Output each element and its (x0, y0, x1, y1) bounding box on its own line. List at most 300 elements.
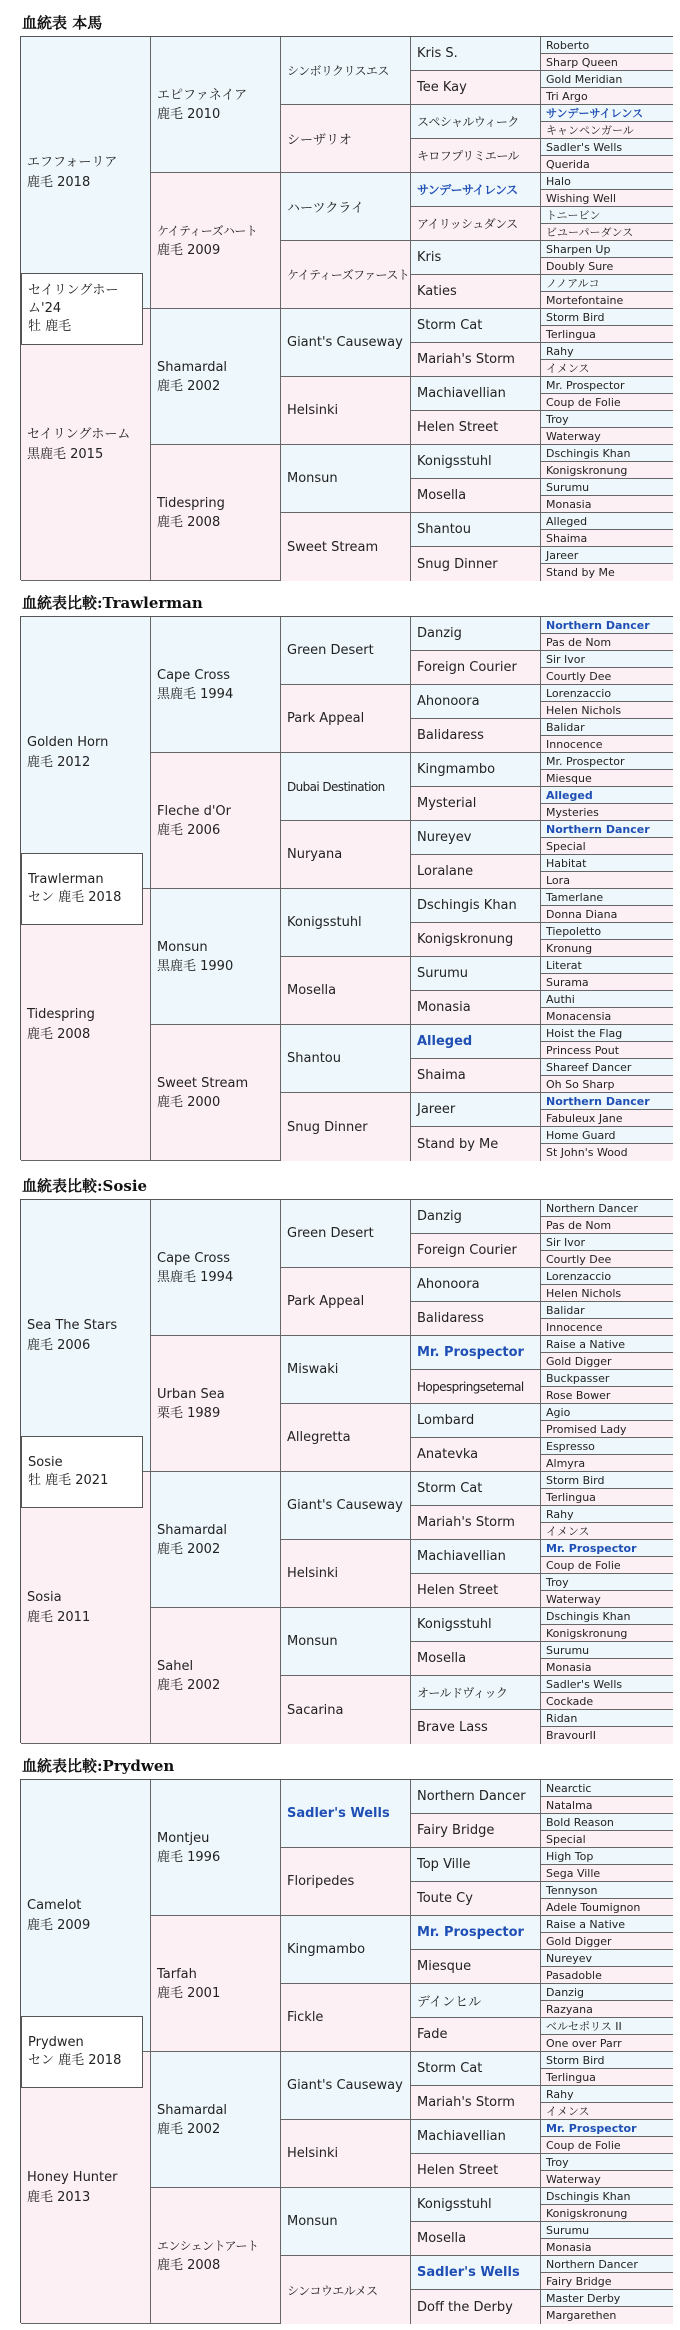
ancestor-name: Literat (546, 958, 582, 972)
ancestor-name: Tennyson (546, 1883, 598, 1897)
ancestor-name: Konigsstuhl (417, 2197, 492, 2212)
gen5-ancestor[interactable] (541, 258, 673, 275)
gen5-ancestor[interactable] (541, 105, 673, 122)
gen4-ancestor[interactable] (411, 855, 541, 889)
gen2-ancestor[interactable] (151, 889, 281, 1025)
gen4-ancestor[interactable] (411, 37, 541, 71)
gen3-ancestor[interactable] (281, 1676, 411, 1744)
gen5-ancestor[interactable] (541, 1008, 673, 1025)
gen5-ancestor[interactable] (541, 1608, 673, 1625)
gen5-ancestor[interactable] (541, 1489, 673, 1506)
gen4-ancestor[interactable] (411, 889, 541, 923)
gen5-ancestor[interactable] (541, 1387, 673, 1404)
gen5-ancestor[interactable] (541, 1814, 673, 1831)
gen5-ancestor[interactable] (541, 957, 673, 974)
ancestor-name: Shamardal (157, 1522, 228, 1538)
gen5-ancestor[interactable] (541, 1625, 673, 1642)
gen5-ancestor[interactable] (541, 479, 673, 496)
gen4-ancestor[interactable] (411, 617, 541, 651)
ancestor-name: Helen Street (417, 1583, 499, 1598)
sire-cell[interactable] (21, 1780, 151, 2052)
ancestor-name: Shamardal (157, 359, 228, 375)
gen3-ancestor[interactable] (281, 1540, 411, 1608)
gen5-ancestor[interactable] (541, 2307, 673, 2324)
gen4-ancestor[interactable] (411, 139, 541, 173)
gen5-ancestor[interactable] (541, 1950, 673, 1967)
gen3-ancestor[interactable] (281, 309, 411, 377)
gen4-ancestor[interactable] (411, 1848, 541, 1882)
gen5-ancestor[interactable] (541, 411, 673, 428)
gen5-ancestor[interactable] (541, 2188, 673, 2205)
gen5-ancestor[interactable] (541, 377, 673, 394)
ancestor-name: Mortefontaine (546, 293, 624, 307)
gen5-ancestor[interactable] (541, 991, 673, 1008)
gen4-ancestor[interactable] (411, 1234, 541, 1268)
ancestor-name: Fickle (287, 2010, 324, 2025)
ancestor-name: Helsinki (287, 1566, 339, 1581)
sire-cell[interactable] (21, 1200, 151, 1472)
gen2-ancestor[interactable] (151, 2188, 281, 2324)
gen5-ancestor[interactable] (541, 787, 673, 804)
gen4-ancestor[interactable] (411, 1950, 541, 1984)
gen4-ancestor[interactable] (411, 2290, 541, 2324)
gen5-ancestor[interactable] (541, 37, 673, 54)
gen4-ancestor[interactable] (411, 1404, 541, 1438)
gen5-ancestor[interactable] (541, 838, 673, 855)
gen3-ancestor[interactable] (281, 513, 411, 581)
gen5-ancestor[interactable] (541, 1984, 673, 2001)
gen5-ancestor[interactable] (541, 1200, 673, 1217)
gen4-ancestor[interactable] (411, 1370, 541, 1404)
gen3-ancestor[interactable] (281, 241, 411, 309)
gen2-ancestor[interactable] (151, 309, 281, 445)
gen5-ancestor[interactable] (541, 2120, 673, 2137)
ancestor-name: Urban Sea (157, 1386, 225, 1402)
ancestor-name: Stand by Me (546, 566, 615, 579)
ancestor-info: 鹿毛 2008 (157, 514, 221, 530)
gen5-ancestor[interactable] (541, 651, 673, 668)
gen5-ancestor[interactable] (541, 1336, 673, 1353)
ancestor-name: Machiavellian (417, 2129, 506, 2144)
gen5-ancestor[interactable] (541, 2086, 673, 2103)
gen5-ancestor[interactable] (541, 1557, 673, 1574)
ancestor-name: Tri Argo (546, 89, 588, 103)
gen5-ancestor[interactable] (541, 719, 673, 736)
ancestor-name: Sweet Stream (157, 1075, 249, 1091)
ancestor-name: Lombard (417, 1413, 475, 1428)
ancestor-name: Courtly Dee (546, 1252, 612, 1266)
ancestor-name: Loralane (417, 864, 474, 879)
gen3-ancestor[interactable] (281, 2188, 411, 2256)
gen5-ancestor[interactable] (541, 2239, 673, 2256)
gen4-ancestor[interactable] (411, 1540, 541, 1574)
gen5-ancestor[interactable] (541, 496, 673, 513)
gen3-ancestor[interactable] (281, 821, 411, 889)
gen5-ancestor[interactable] (541, 2171, 673, 2188)
gen5-ancestor[interactable] (541, 923, 673, 940)
ancestor-name: Margarethen (546, 2309, 617, 2322)
ancestor-name: Adele Toumignon (546, 1900, 641, 1914)
gen3-ancestor[interactable] (281, 105, 411, 173)
gen5-ancestor[interactable] (541, 1302, 673, 1319)
gen3-ancestor[interactable] (281, 2256, 411, 2324)
gen3-ancestor[interactable] (281, 1025, 411, 1093)
gen4-ancestor[interactable] (411, 651, 541, 685)
gen5-ancestor[interactable] (541, 2256, 673, 2273)
gen4-ancestor[interactable] (411, 1882, 541, 1916)
gen5-ancestor[interactable] (541, 1693, 673, 1710)
gen3-ancestor[interactable] (281, 445, 411, 513)
gen3-ancestor[interactable] (281, 1848, 411, 1916)
gen5-ancestor[interactable] (541, 2205, 673, 2222)
subject-name: セイリングホーム'24 (28, 283, 119, 316)
ancestor-name: Helen Street (417, 420, 499, 435)
gen5-ancestor[interactable] (541, 2035, 673, 2052)
gen5-ancestor[interactable] (541, 1574, 673, 1591)
gen5-ancestor[interactable] (541, 1404, 673, 1421)
gen4-ancestor[interactable] (411, 173, 541, 207)
gen3-ancestor[interactable] (281, 173, 411, 241)
ancestor-name: Shantou (287, 1051, 341, 1066)
gen4-ancestor[interactable] (411, 1506, 541, 1540)
ancestor-name: Konigsstuhl (417, 1617, 492, 1632)
gen5-ancestor[interactable] (541, 1421, 673, 1438)
ancestor-name: Tamerlane (546, 890, 604, 904)
gen4-ancestor[interactable] (411, 1336, 541, 1370)
gen5-ancestor[interactable] (541, 122, 673, 139)
dam-cell[interactable] (21, 2052, 151, 2324)
gen4-ancestor[interactable] (411, 2052, 541, 2086)
gen3-ancestor[interactable] (281, 1404, 411, 1472)
gen5-ancestor[interactable] (541, 2290, 673, 2307)
gen5-ancestor[interactable] (541, 326, 673, 343)
gen4-ancestor[interactable] (411, 991, 541, 1025)
gen3-ancestor[interactable] (281, 1608, 411, 1676)
gen3-ancestor[interactable] (281, 1984, 411, 2052)
gen5-ancestor[interactable] (541, 530, 673, 547)
gen3-ancestor[interactable] (281, 753, 411, 821)
gen2-ancestor[interactable] (151, 1472, 281, 1608)
gen5-ancestor[interactable] (541, 2222, 673, 2239)
gen5-ancestor[interactable] (541, 173, 673, 190)
subject-info: 牡 鹿毛 2021 (28, 1473, 109, 1488)
gen5-ancestor[interactable] (541, 1268, 673, 1285)
gen3-ancestor[interactable] (281, 1268, 411, 1336)
ancestor-name: Gold Digger (546, 1934, 612, 1948)
gen2-ancestor[interactable] (151, 1780, 281, 1916)
ancestor-name: Fairy Bridge (546, 2274, 612, 2288)
gen5-ancestor[interactable] (541, 564, 673, 581)
gen5-ancestor[interactable] (541, 736, 673, 753)
gen5-ancestor[interactable] (541, 1967, 673, 1984)
gen5-ancestor[interactable] (541, 1848, 673, 1865)
gen5-ancestor[interactable] (541, 889, 673, 906)
gen4-ancestor[interactable] (411, 1093, 541, 1127)
gen5-ancestor[interactable] (541, 1353, 673, 1370)
gen4-ancestor[interactable] (411, 2018, 541, 2052)
gen4-ancestor[interactable] (411, 105, 541, 139)
dam-cell[interactable] (21, 309, 151, 581)
gen5-ancestor[interactable] (541, 513, 673, 530)
gen5-ancestor[interactable] (541, 1093, 673, 1110)
section-title: 血統表比較:Sosie (22, 1177, 148, 1195)
gen4-ancestor[interactable] (411, 411, 541, 445)
gen5-ancestor[interactable] (541, 139, 673, 156)
gen2-ancestor[interactable] (151, 1608, 281, 1744)
gen4-ancestor[interactable] (411, 2120, 541, 2154)
gen5-ancestor[interactable] (541, 2137, 673, 2154)
gen5-ancestor[interactable] (541, 1076, 673, 1093)
gen2-ancestor[interactable] (151, 1025, 281, 1161)
gen4-ancestor[interactable] (411, 275, 541, 309)
gen4-ancestor[interactable] (411, 1200, 541, 1234)
gen3-ancestor[interactable] (281, 1780, 411, 1848)
gen5-ancestor[interactable] (541, 1472, 673, 1489)
gen4-ancestor[interactable] (411, 1574, 541, 1608)
gen3-ancestor[interactable] (281, 2052, 411, 2120)
ancestor-name: Rahy (546, 2087, 574, 2101)
ancestor-name: Foreign Courier (417, 1243, 517, 1258)
gen4-ancestor[interactable] (411, 1059, 541, 1093)
gen4-ancestor[interactable] (411, 1302, 541, 1336)
gen5-ancestor[interactable] (541, 445, 673, 462)
dam-cell[interactable] (21, 1472, 151, 1744)
gen5-ancestor[interactable] (541, 156, 673, 173)
gen5-ancestor[interactable] (541, 855, 673, 872)
gen5-ancestor[interactable] (541, 1916, 673, 1933)
gen5-ancestor[interactable] (541, 394, 673, 411)
gen5-ancestor[interactable] (541, 2273, 673, 2290)
ancestor-name: Green Desert (287, 1226, 374, 1241)
sire-cell[interactable] (21, 37, 151, 309)
gen4-ancestor[interactable] (411, 343, 541, 377)
gen5-ancestor[interactable] (541, 2103, 673, 2120)
gen5-ancestor[interactable] (541, 2018, 673, 2035)
gen2-ancestor[interactable] (151, 2052, 281, 2188)
gen5-ancestor[interactable] (541, 2069, 673, 2086)
gen5-ancestor[interactable] (541, 2001, 673, 2018)
gen4-ancestor[interactable] (411, 1127, 541, 1161)
gen4-ancestor[interactable] (411, 1472, 541, 1506)
gen5-ancestor[interactable] (541, 1659, 673, 1676)
gen5-ancestor[interactable] (541, 2052, 673, 2069)
gen5-ancestor[interactable] (541, 1025, 673, 1042)
gen5-ancestor[interactable] (541, 1127, 673, 1144)
gen5-ancestor[interactable] (541, 1780, 673, 1797)
gen5-ancestor[interactable] (541, 1676, 673, 1693)
gen3-ancestor[interactable] (281, 1916, 411, 1984)
gen5-ancestor[interactable] (541, 1506, 673, 1523)
gen5-ancestor[interactable] (541, 1059, 673, 1076)
gen5-ancestor[interactable] (541, 275, 673, 292)
gen5-ancestor[interactable] (541, 1831, 673, 1848)
gen5-ancestor[interactable] (541, 1591, 673, 1608)
gen4-ancestor[interactable] (411, 1710, 541, 1744)
sire-cell[interactable] (21, 617, 151, 889)
gen3-ancestor[interactable] (281, 1472, 411, 1540)
gen3-ancestor[interactable] (281, 889, 411, 957)
gen5-ancestor[interactable] (541, 617, 673, 634)
gen5-ancestor[interactable] (541, 1217, 673, 1234)
gen5-ancestor[interactable] (541, 1234, 673, 1251)
sire-info: 鹿毛 2009 (27, 1917, 91, 1933)
gen4-ancestor[interactable] (411, 1438, 541, 1472)
gen3-ancestor[interactable] (281, 1093, 411, 1161)
ancestor-name: Doff the Derby (417, 2299, 513, 2315)
gen5-ancestor[interactable] (541, 71, 673, 88)
gen4-ancestor[interactable] (411, 2154, 541, 2188)
gen4-ancestor[interactable] (411, 1814, 541, 1848)
gen5-ancestor[interactable] (541, 1144, 673, 1161)
gen2-ancestor[interactable] (151, 445, 281, 581)
gen4-ancestor[interactable] (411, 753, 541, 787)
gen4-ancestor[interactable] (411, 923, 541, 957)
ancestor-name: Alleged (546, 788, 593, 802)
gen4-ancestor[interactable] (411, 377, 541, 411)
ancestor-name: Dschingis Khan (417, 898, 517, 913)
gen5-ancestor[interactable] (541, 804, 673, 821)
gen5-ancestor[interactable] (541, 668, 673, 685)
gen5-ancestor[interactable] (541, 292, 673, 309)
gen3-ancestor[interactable] (281, 2120, 411, 2188)
gen4-ancestor[interactable] (411, 1025, 541, 1059)
ancestor-name: Fleche d'Or (157, 803, 232, 819)
gen4-ancestor[interactable] (411, 309, 541, 343)
gen3-ancestor[interactable] (281, 37, 411, 105)
gen4-ancestor[interactable] (411, 685, 541, 719)
gen5-ancestor[interactable] (541, 54, 673, 71)
gen4-ancestor[interactable] (411, 821, 541, 855)
gen3-ancestor[interactable] (281, 1200, 411, 1268)
gen4-ancestor[interactable] (411, 787, 541, 821)
gen5-ancestor[interactable] (541, 974, 673, 991)
ancestor-name: ビユーパーダンス (546, 226, 634, 239)
gen2-ancestor[interactable] (151, 617, 281, 753)
ancestor-name: Monasia (546, 497, 592, 511)
ancestor-name: Cape Cross (157, 1250, 231, 1266)
gen5-ancestor[interactable] (541, 1710, 673, 1727)
gen5-ancestor[interactable] (541, 1370, 673, 1387)
ancestor-name: ノノアルコ (546, 277, 600, 290)
gen5-ancestor[interactable] (541, 1251, 673, 1268)
gen3-ancestor[interactable] (281, 957, 411, 1025)
gen5-ancestor[interactable] (541, 343, 673, 360)
gen2-ancestor[interactable] (151, 173, 281, 309)
gen4-ancestor[interactable] (411, 1780, 541, 1814)
gen5-ancestor[interactable] (541, 821, 673, 838)
gen3-ancestor[interactable] (281, 1336, 411, 1404)
gen5-ancestor[interactable] (541, 190, 673, 207)
dam-cell[interactable] (21, 889, 151, 1161)
gen5-ancestor[interactable] (541, 1455, 673, 1472)
gen5-ancestor[interactable] (541, 462, 673, 479)
gen4-ancestor[interactable] (411, 479, 541, 513)
gen5-ancestor[interactable] (541, 207, 673, 224)
ancestor-name: Terlingua (546, 327, 596, 341)
ancestor-name: Almyra (546, 1456, 586, 1470)
gen5-ancestor[interactable] (541, 1865, 673, 1882)
gen5-ancestor[interactable] (541, 753, 673, 770)
ancestor-name: サンデーサイレンス (417, 183, 518, 197)
gen4-ancestor[interactable] (411, 719, 541, 753)
gen5-ancestor[interactable] (541, 685, 673, 702)
gen5-ancestor[interactable] (541, 872, 673, 889)
gen4-ancestor[interactable] (411, 1676, 541, 1710)
gen4-ancestor[interactable] (411, 207, 541, 241)
gen5-ancestor[interactable] (541, 906, 673, 923)
gen4-ancestor[interactable] (411, 2222, 541, 2256)
gen5-ancestor[interactable] (541, 309, 673, 326)
gen5-ancestor[interactable] (541, 1540, 673, 1557)
gen4-ancestor[interactable] (411, 2086, 541, 2120)
gen5-ancestor[interactable] (541, 1285, 673, 1302)
gen5-ancestor[interactable] (541, 1642, 673, 1659)
gen5-ancestor[interactable] (541, 1110, 673, 1127)
gen3-ancestor[interactable] (281, 685, 411, 753)
gen5-ancestor[interactable] (541, 88, 673, 105)
ancestor-name: Shaima (417, 1068, 466, 1083)
gen2-ancestor[interactable] (151, 1336, 281, 1472)
gen5-ancestor[interactable] (541, 1727, 673, 1744)
gen4-ancestor[interactable] (411, 1268, 541, 1302)
gen2-ancestor[interactable] (151, 1200, 281, 1336)
gen5-ancestor[interactable] (541, 428, 673, 445)
gen5-ancestor[interactable] (541, 1319, 673, 1336)
gen2-ancestor[interactable] (151, 753, 281, 889)
gen4-ancestor[interactable] (411, 547, 541, 581)
gen5-ancestor[interactable] (541, 1882, 673, 1899)
gen5-ancestor[interactable] (541, 770, 673, 787)
gen4-ancestor[interactable] (411, 957, 541, 991)
gen4-ancestor[interactable] (411, 241, 541, 275)
subject-horse-box (21, 853, 143, 925)
ancestor-name: Anatevka (417, 1447, 479, 1462)
gen4-ancestor[interactable] (411, 2188, 541, 2222)
gen5-ancestor[interactable] (541, 1523, 673, 1540)
gen5-ancestor[interactable] (541, 634, 673, 651)
gen4-ancestor[interactable] (411, 513, 541, 547)
gen2-ancestor[interactable] (151, 37, 281, 173)
gen5-ancestor[interactable] (541, 1797, 673, 1814)
ancestor-name: Danzig (417, 1209, 462, 1224)
gen4-ancestor[interactable] (411, 445, 541, 479)
gen5-ancestor[interactable] (541, 360, 673, 377)
gen5-ancestor[interactable] (541, 940, 673, 957)
gen5-ancestor[interactable] (541, 1438, 673, 1455)
gen4-ancestor[interactable] (411, 2256, 541, 2290)
ancestor-name: Monasia (546, 2240, 592, 2254)
gen5-ancestor[interactable] (541, 241, 673, 258)
gen3-ancestor[interactable] (281, 377, 411, 445)
gen4-ancestor[interactable] (411, 1642, 541, 1676)
ancestor-name: Sharpen Up (546, 242, 611, 256)
gen5-ancestor[interactable] (541, 702, 673, 719)
gen3-ancestor[interactable] (281, 617, 411, 685)
gen4-ancestor[interactable] (411, 1608, 541, 1642)
gen4-ancestor[interactable] (411, 1984, 541, 2018)
gen5-ancestor[interactable] (541, 547, 673, 564)
gen5-ancestor[interactable] (541, 2154, 673, 2171)
gen4-ancestor[interactable] (411, 1916, 541, 1950)
ancestor-name: Toute Cy (417, 1891, 473, 1906)
gen4-ancestor[interactable] (411, 71, 541, 105)
gen5-ancestor[interactable] (541, 1042, 673, 1059)
ancestor-name: Cockade (546, 1694, 594, 1708)
gen2-ancestor[interactable] (151, 1916, 281, 2052)
gen5-ancestor[interactable] (541, 1933, 673, 1950)
gen5-ancestor[interactable] (541, 1899, 673, 1916)
gen5-ancestor[interactable] (541, 224, 673, 241)
